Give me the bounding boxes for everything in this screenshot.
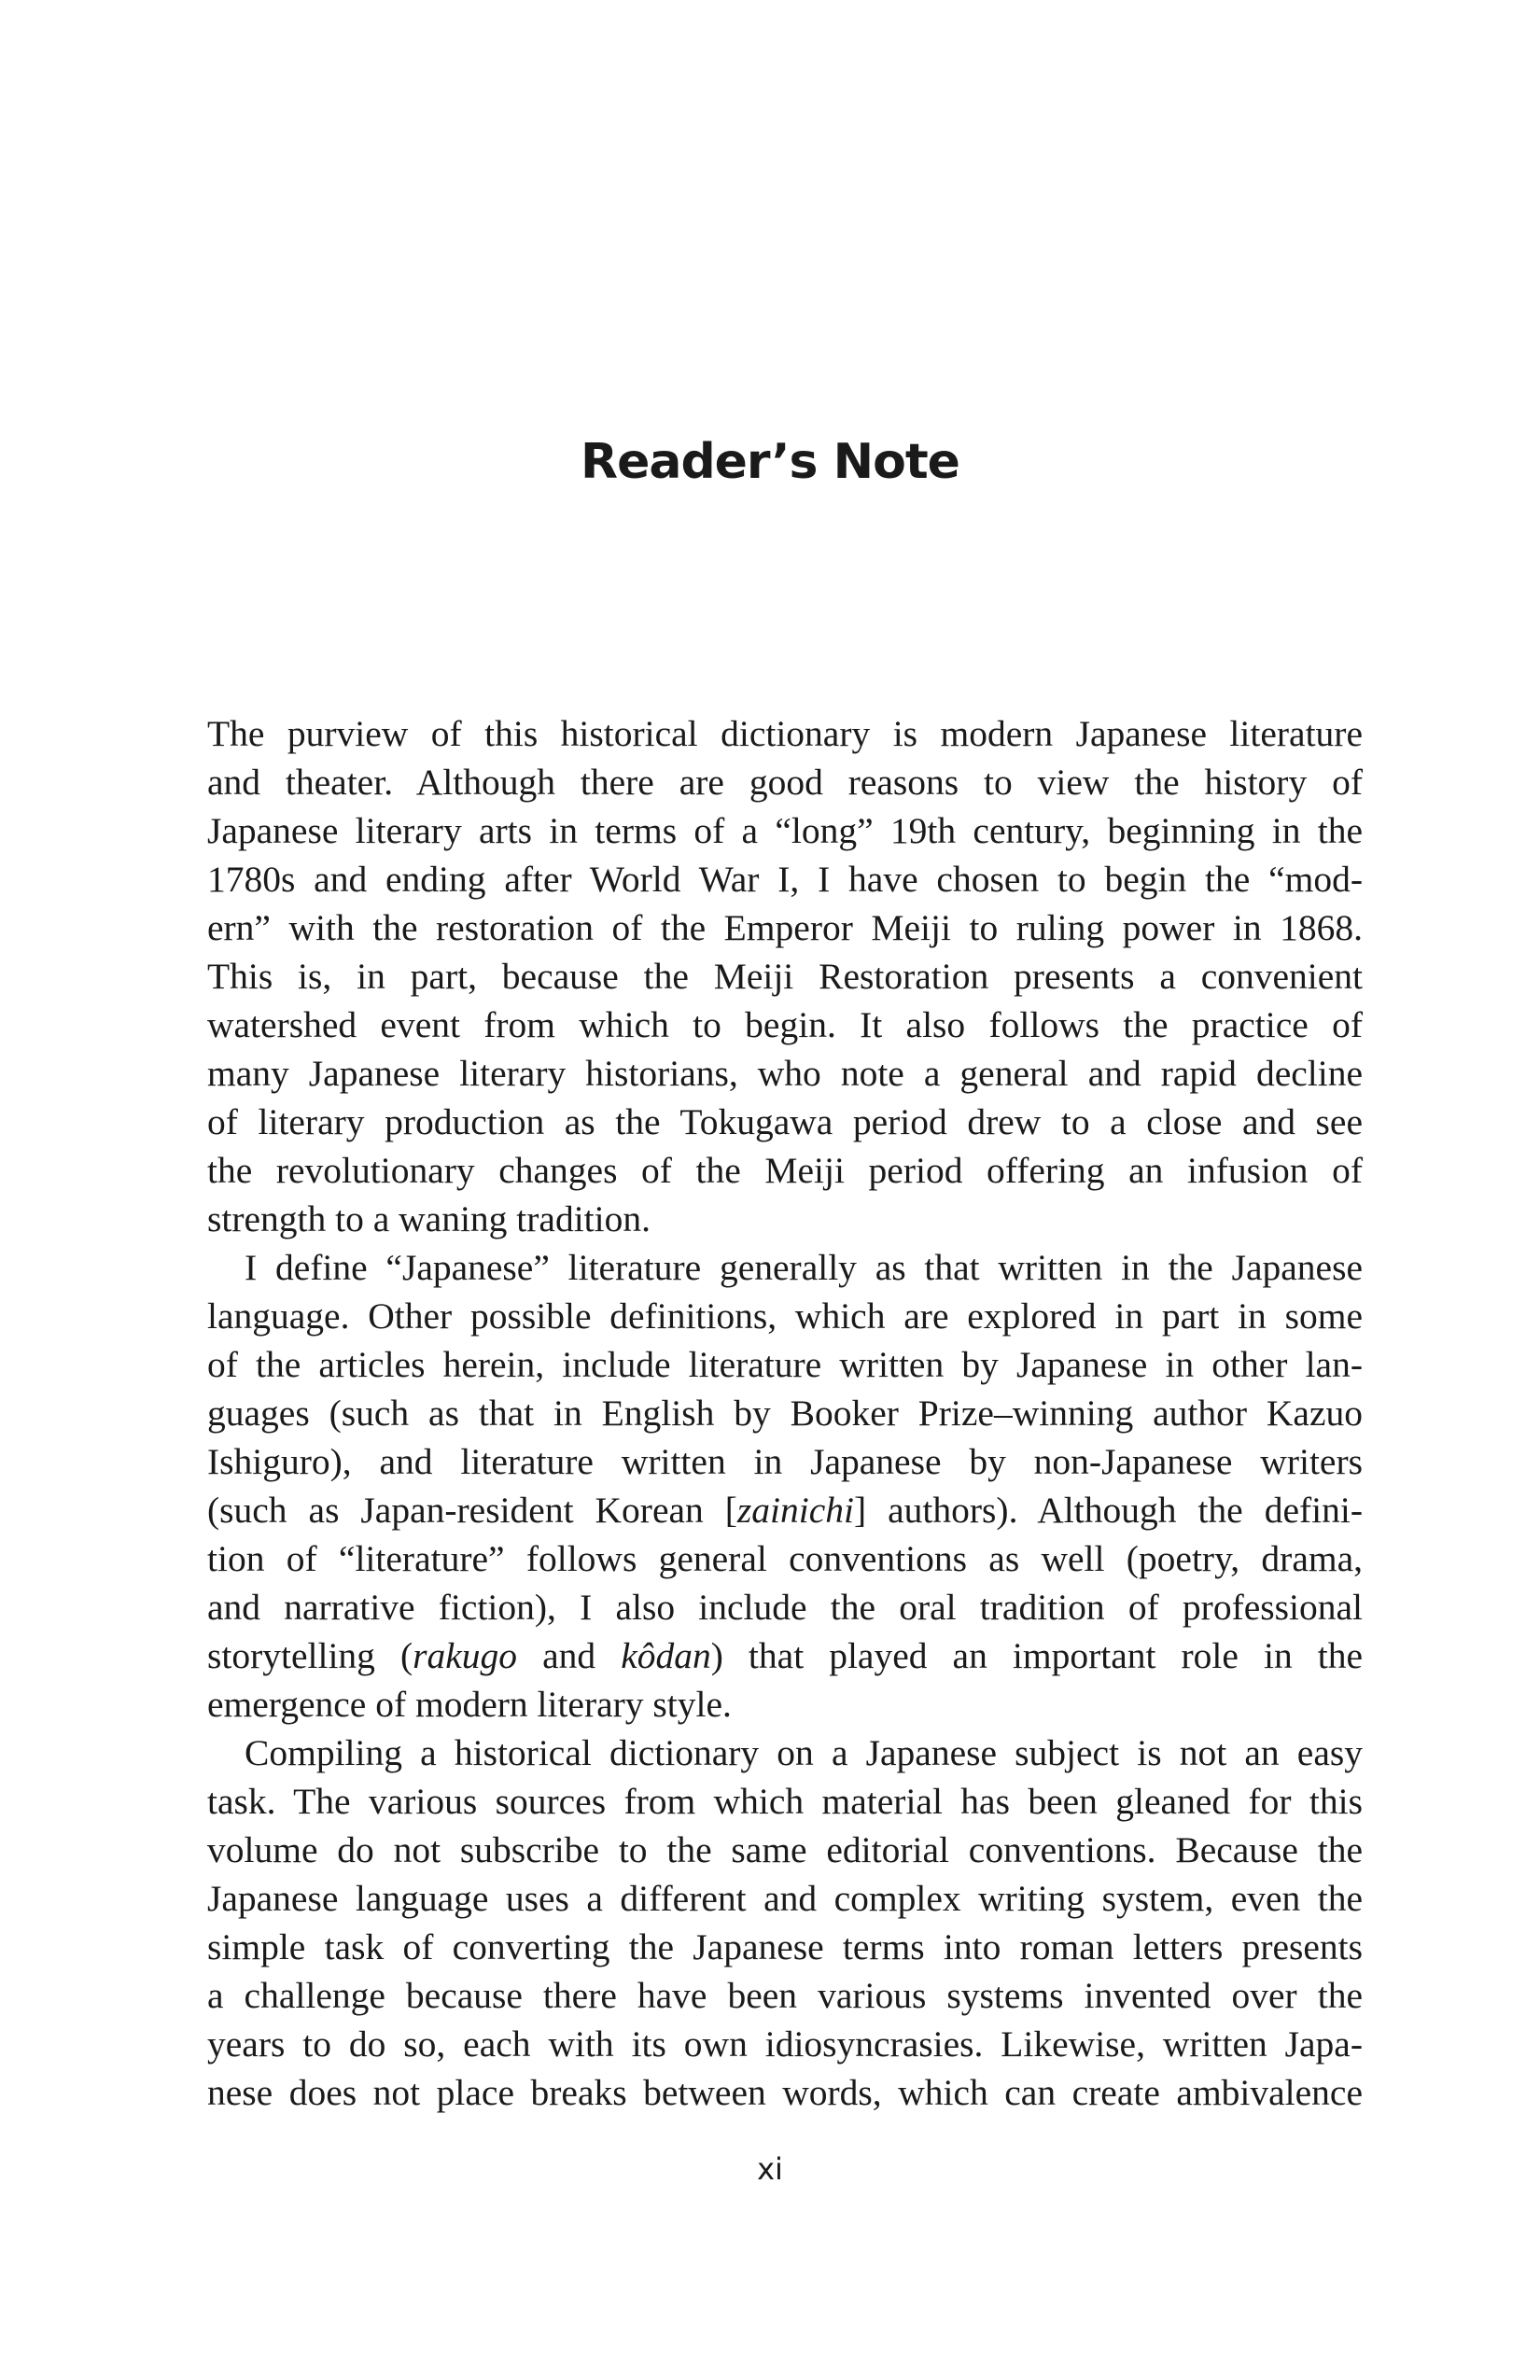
paragraph-3 [207,1729,1363,2117]
text-line: task. The various sources from which material has been gleaned for this [207,1781,1363,1822]
text-line: Compiling a historical dictionary on a Japanese subject is not an easy [245,1732,1363,1773]
text-line: Ishiguro), and literature written in Japanese by non-Japanese writers [207,1441,1363,1482]
text-line: and theater. Although there are good reasons to view the history of [207,762,1363,803]
text-line: ern” with the restoration of the Emperor Meiji to ruling power in 1868. [207,907,1363,948]
text-line: language. Other possible definitions, which are explored in part in some [207,1295,1363,1337]
text-line: years to do so, each with its own idiosyncrasies. Likewise, written Japa- [207,2023,1363,2065]
text-line: I define “Japanese” literature generally as that written in the Japanese [245,1247,1363,1288]
text-line: of the articles herein, include literature written by Japanese in other lan- [207,1344,1363,1385]
text-line: tion of “literature” follows general conventions as well (poetry, drama, [207,1538,1363,1579]
text-line: 1780s and ending after World War I, I have chosen to begin the “mod- [207,859,1363,900]
page-title: Reader’s Note [581,434,959,490]
text-line: many Japanese literary historians, who note a general and rapid decline [207,1053,1363,1094]
text-line: (such as Japan-resident Korean [zainichi] authors). Although the defini- [207,1490,1363,1531]
body-text [207,709,1363,2117]
text-line: and narrative fiction), I also include the oral tradition of professional [207,1587,1363,1628]
text-line: nese does not place breaks between words, which can create ambivalence [207,2072,1363,2113]
paragraph-2 [207,1243,1363,1729]
text-line: Japanese language uses a different and complex writing system, even the [207,1878,1363,1919]
page-number: xi [757,2151,783,2187]
text-line: the revolutionary changes of the Meiji period offering an infusion of [207,1150,1363,1191]
text-line: strength to a waning tradition. [207,1198,651,1239]
text-line: Japanese literary arts in terms of a “long” 19th century, beginning in the [207,810,1363,851]
text-line: The purview of this historical dictionary is modern Japanese literature [207,713,1363,754]
text-line: of literary production as the Tokugawa period drew to a close and see [207,1101,1363,1142]
text-line: simple task of converting the Japanese terms into roman letters presents [207,1926,1363,1967]
text-line: a challenge because there have been various systems invented over the [207,1975,1363,2016]
text-line: guages (such as that in English by Booker Prize–winning author Kazuo [207,1393,1363,1434]
text-line: volume do not subscribe to the same editorial conventions. Because the [207,1829,1363,1870]
text-line: emergence of modern literary style. [207,1684,732,1725]
text-line: This is, in part, because the Meiji Restoration presents a convenient [207,956,1363,997]
text-line: storytelling (rakugo and kôdan) that played an important role in the [207,1635,1363,1676]
text-line: watershed event from which to begin. It also follows the practice of [207,1004,1363,1045]
paragraph-1 [207,709,1363,1243]
